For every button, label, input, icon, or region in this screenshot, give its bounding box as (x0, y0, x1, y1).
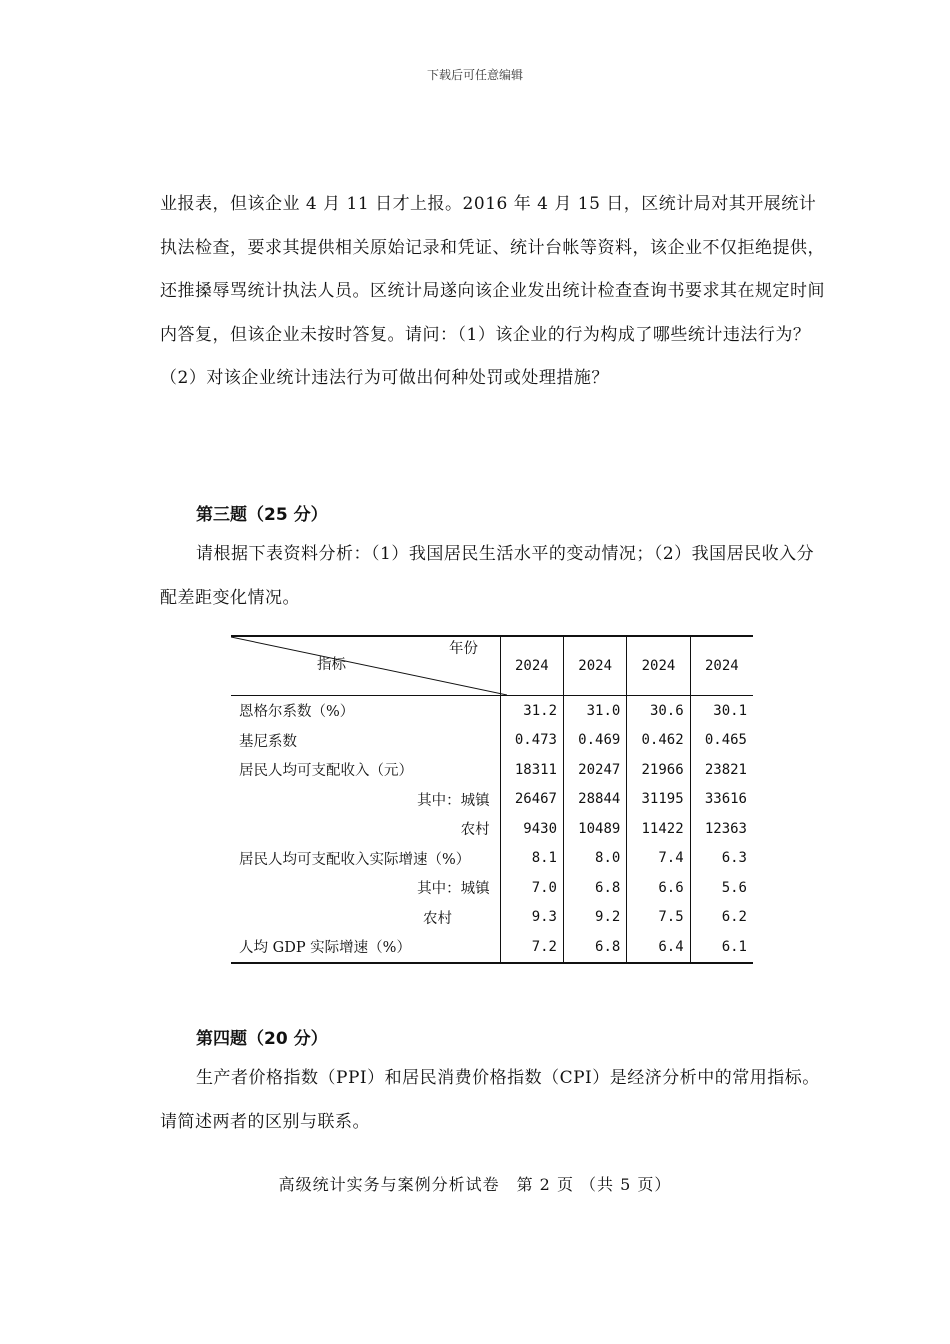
row-label: 居民人均可支配收入实际增速（%） (239, 851, 471, 868)
year-header: 2024 (500, 636, 563, 696)
table-cell: 8.0 (564, 844, 627, 874)
table-cell: 20247 (564, 755, 627, 785)
row-label: 其中：城镇 (417, 792, 490, 809)
table-row (231, 726, 753, 756)
table-row (231, 814, 753, 844)
year-header: 2024 (564, 636, 627, 696)
table-cell: 6.6 (627, 873, 690, 903)
table-row (231, 755, 753, 785)
row-label: 人均 GDP 实际增速（%） (239, 940, 411, 957)
table-cell: 7.0 (500, 873, 563, 903)
table-cell: 0.465 (690, 726, 753, 756)
table-cell: 28844 (564, 785, 627, 815)
table-row (231, 696, 753, 726)
table-cell: 9.2 (564, 903, 627, 933)
row-label: 基尼系数 (239, 733, 297, 750)
statistics-table (231, 635, 753, 964)
table-cell: 33616 (690, 785, 753, 815)
row-label: 其中：城镇 (417, 881, 490, 898)
table-cell: 0.473 (500, 726, 563, 756)
table-cell: 6.8 (564, 873, 627, 903)
table-row (231, 932, 753, 963)
table-cell: 7.5 (627, 903, 690, 933)
table-cell: 11422 (627, 814, 690, 844)
table-cell: 9430 (500, 814, 563, 844)
table-cell: 6.8 (564, 932, 627, 963)
table-cell: 21966 (627, 755, 690, 785)
table-row (231, 873, 753, 903)
table-cell: 31195 (627, 785, 690, 815)
question2-paragraph: 业报表，但该企业 4 月 11 日才上报。2016 年 4 月 15 日，区统计局对其开展统计执法检查，要求其提供相关原始记录和凭证、统计台帐等资料，该企业不仅拒绝提供，还推搡辱骂统计执法人员。区统计局遂向该企业发出统计检查查询书要求其在规定时间内答复，但该企业未按时答复。请问：（1）该企业的行为构成了哪些统计违法行为？（2）对该企业统计违法行为可做出何种处罚或处理措施？ (160, 194, 825, 388)
table-cell: 30.6 (627, 696, 690, 726)
table-cell: 12363 (690, 814, 753, 844)
table-cell: 18311 (500, 755, 563, 785)
row-label: 居民人均可支配收入（元） (239, 763, 413, 780)
question4-paragraph: 生产者价格指数（PPI）和居民消费价格指数（CPI）是经济分析中的常用指标。请简述两者的区别与联系。 (160, 1068, 820, 1132)
table-cell: 7.2 (500, 932, 563, 963)
year-header: 2024 (627, 636, 690, 696)
table-cell: 7.4 (627, 844, 690, 874)
table-cell: 5.6 (690, 873, 753, 903)
table-cell: 23821 (690, 755, 753, 785)
table-cell: 0.469 (564, 726, 627, 756)
table-cell: 6.4 (627, 932, 690, 963)
table-cell: 31.2 (500, 696, 563, 726)
table-row (231, 903, 753, 933)
table-cell: 6.1 (690, 932, 753, 963)
table-cell: 10489 (564, 814, 627, 844)
table-cell: 30.1 (690, 696, 753, 726)
table-cell: 6.3 (690, 844, 753, 874)
table-row (231, 785, 753, 815)
page-footer: 高级统计实务与案例分析试卷 第 2 页 （共 5 页） (278, 1175, 672, 1194)
question3-paragraph: 请根据下表资料分析：（1）我国居民生活水平的变动情况；（2）我国居民收入分配差距变化情况。 (160, 544, 815, 608)
question4-title: 第四题（20 分） (196, 1029, 328, 1049)
row-label: 农村 (423, 910, 452, 927)
table-cell: 0.462 (627, 726, 690, 756)
row-label: 农村 (460, 822, 490, 839)
row-label: 恩格尔系数（%） (239, 704, 355, 721)
table-corner-cell (231, 636, 500, 696)
corner-indicator-label: 指标 (317, 657, 346, 673)
table-header-row (231, 636, 753, 696)
question3-title: 第三题（25 分） (196, 505, 328, 525)
table-cell: 9.3 (500, 903, 563, 933)
page-header-note: 下载后可任意编辑 (426, 68, 523, 82)
table-cell: 26467 (500, 785, 563, 815)
table-cell: 6.2 (690, 903, 753, 933)
corner-year-label: 年份 (449, 641, 478, 657)
year-header: 2024 (690, 636, 753, 696)
table-cell: 31.0 (564, 696, 627, 726)
table-cell: 8.1 (500, 844, 563, 874)
table-row (231, 844, 753, 874)
